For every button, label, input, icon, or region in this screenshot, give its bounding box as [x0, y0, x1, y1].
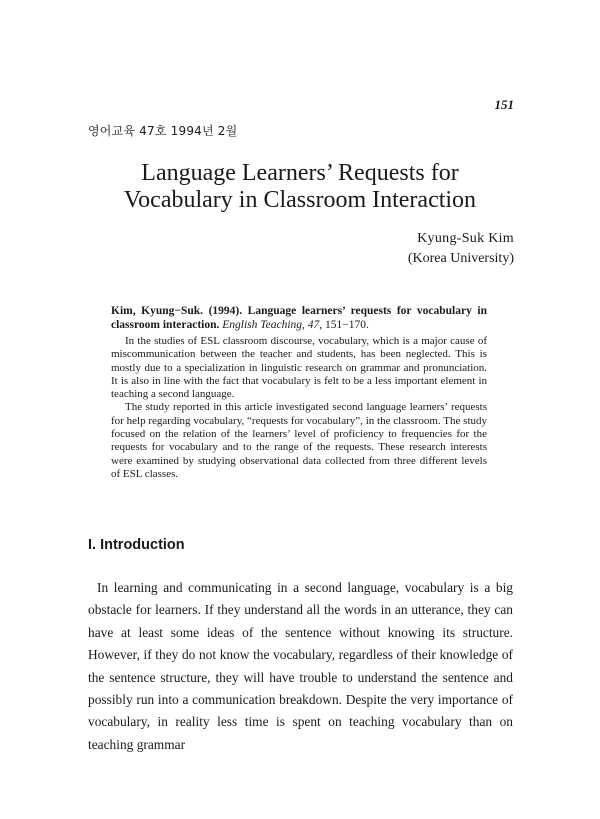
abstract-paragraph-2: The study reported in this article investigated second language learners’ requests for help regarding vocabulary, “requests for vocabulary”, in the classroom. The study focused on the relation of the learners’ level of proficiency to frequencies for the requests for vocabulary and to the range of the requests. These research interests were examined by studying observational data collected from three different levels of ESL classes.	[111, 401, 487, 480]
citation-pages: 151−170.	[325, 319, 369, 331]
title-line-1: Language Learners’ Requests for	[141, 160, 459, 186]
body-paragraph-1: In learning and communicating in a second language, vocabulary is a big obstacle for learners. If they understand all the words in an utterance, they can have at least some ideas of the sentence without knowing its structure. However, if they do not know the vocabulary, regardless of their knowledge of the sentence structure, they will have trouble to understand the sentence and possibly run into a communication breakdown. Despite the very importance of vocabulary, in reality less time is spent on teaching vocabulary than on teaching grammar	[88, 580, 513, 752]
abstract-paragraph-1: In the studies of ESL classroom discourse, vocabulary, which is a major cause of miscommunication between the teacher and students, has been neglected. This is mostly due to a specialization in linguistic research on grammar and pronunciation. It is also in line with the fact that vocabulary is felt to be a less important element in teaching a second language.	[111, 335, 487, 401]
citation-volume: 47,	[307, 319, 323, 331]
author-block	[408, 229, 514, 269]
body-text	[88, 577, 513, 756]
citation-journal: English Teaching,	[222, 319, 305, 331]
citation	[111, 304, 487, 332]
title-line-2: Vocabulary in Classroom Interaction	[123, 187, 477, 213]
section-heading: I. Introduction	[88, 537, 185, 553]
article-title	[60, 160, 540, 214]
abstract	[111, 304, 487, 481]
author-name: Kyung-Suk Kim	[417, 231, 514, 246]
citation-main: Kim, Kyung−Suk. (1994). Language learners’ requests for vocabulary in classroom interaction.	[111, 305, 487, 331]
journal-header: 영어교육 47호 1994년 2월	[88, 124, 238, 138]
author-affiliation: (Korea University)	[407, 251, 514, 266]
page-number: 151	[494, 97, 514, 112]
